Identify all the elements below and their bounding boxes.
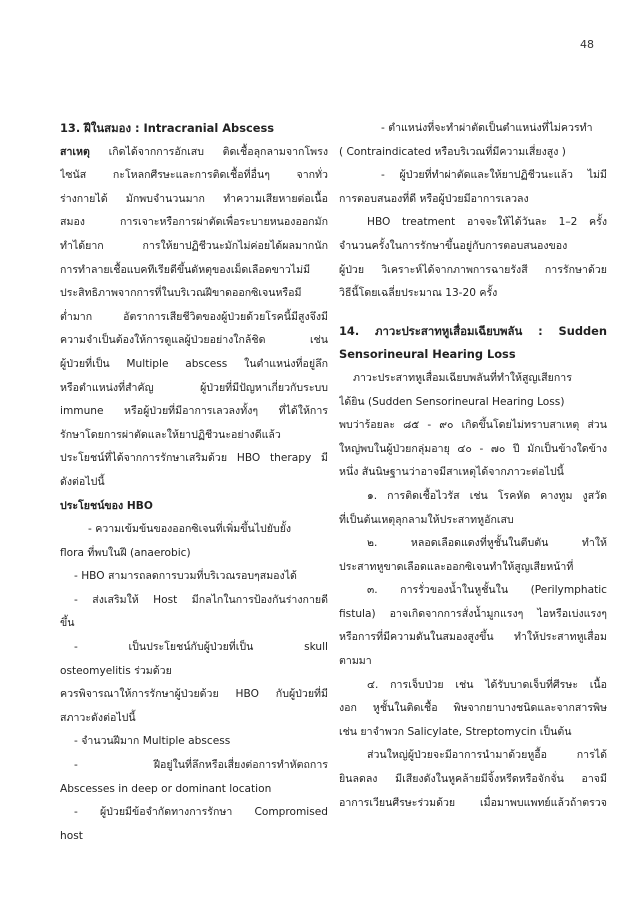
body-line: ได้ยิน (Sudden Sensorineural Hearing Loss) <box>339 395 565 408</box>
cause-line-1 <box>60 141 328 165</box>
body-line: อาการเวียนศีรษะร่วมด้วย เมื่อมาพบแพทย์แล้วถ้าตรวจ <box>339 796 607 809</box>
body-line: ความจำเป็นต้องให้การดูแลผู้ป่วยอย่างใกล้ชิด เช่น <box>60 334 328 347</box>
cause-item-cont: เช่น ยาจำพวก Salicylate, Streptomycin เป็นต้น <box>339 725 572 738</box>
consider-line: สภาวะดังต่อไปนี้ <box>60 711 136 724</box>
body-line: ใหญ่พบในผู้ป่วยกลุ่มอายุ ๔๐ - ๗๐ ปี มักเป็นข้างใดข้าง <box>339 442 607 455</box>
body-line: ไซนัส กะโหลกศีรษะและการติดเชื้อที่อื่นๆ จากทั่ว <box>60 169 328 182</box>
condition-item: - ผู้ป่วยที่ทำผ่าตัดและให้ยาปฏิชีวนะแล้ว ไม่มี <box>381 169 607 182</box>
left-column <box>60 117 328 848</box>
right-column <box>339 117 607 815</box>
condition-item-cont: การตอบสนองที่ดี หรือผู้ป่วยมีอาการเลวลง <box>339 192 529 205</box>
benefit-item: - ความเข้มข้นของออกซิเจนที่เพิ่มขึ้นไปยับยั้ง <box>88 523 292 536</box>
body-line: ประโยชน์ที่ได้จากการรักษาเสริมด้วย HBO therapy มี <box>60 452 328 465</box>
cause-label: สาเหตุ <box>60 145 90 158</box>
treatment-line: จำนวนครั้งในการรักษาขึ้นอยู่กับการตอบสนองของ <box>339 239 568 252</box>
page-number: 48 <box>580 38 594 51</box>
section-13-heading: 13. ฝีในสมอง : Intracranial Abscess <box>60 121 275 135</box>
body-line: การทำลายเชื้อแบคทีเรียดีขึ้นดัหตุของเม็ดเลือดขาวไม่มี <box>60 263 311 276</box>
condition-item: - ตำแหน่งที่จะทำผ่าตัดเป็นตำแหน่งที่ไม่ควรทำ <box>381 122 593 134</box>
condition-item: - จำนวนฝีมาก Multiple abscess <box>74 735 231 748</box>
section-gap <box>339 306 607 320</box>
consider-line: ควรพิจารณาให้การรักษาผู้ป่วยด้วย HBO กับผู้ป่วยที่มี <box>60 688 328 701</box>
treatment-line: HBO treatment อาจจะให้ได้วันละ 1–2 ครั้ง <box>367 216 607 229</box>
benefit-item: - HBO สามารถลดการบวมที่บริเวณรอบๆสมองได้ <box>74 570 297 583</box>
body-line: ยินลดลง มีเสียงดังในหูคล้ายมีจิ้งหรีดหรือจักจั่น อาจมี <box>339 773 607 786</box>
condition-item-cont: host <box>60 829 83 842</box>
treatment-line: วิธีนี้โดยเฉลี่ยประมาณ 13-20 ครั้ง <box>339 287 498 300</box>
section-14-heading: 14. ภาวะประสาทหูเสื่อมเฉียบพลัน : Sudden <box>339 323 607 338</box>
cause-item-cont: หรือการที่มีความดันในสมองสูงขึ้น ทำให้ประสาทหูเสื่อม <box>339 631 607 644</box>
body-line: ผู้ป่วยที่เป็น Multiple abscess ในตำแหน่งที่อยู่ลึก <box>60 357 328 370</box>
cause-item-cont: fistula) อาจเกิดจากการสั่งน้ำมูกแรงๆ ไอหรือเบ่งแรงๆ <box>339 607 607 620</box>
benefit-item-cont: flora ที่พบในฝี (anaerobic) <box>60 546 191 559</box>
condition-item-cont: Abscesses in deep or dominant location <box>60 782 272 795</box>
condition-item: - ผู้ป่วยมีข้อจำกัดทางการรักษา Compromised <box>74 806 328 819</box>
cause-item: ๓. การรั่วของน้ำในหูชั้นใน (Perilymphatic <box>367 584 607 597</box>
condition-item: - ฝีอยู่ในที่ลึกหรือเสี่ยงต่อการทำหัตถการ <box>74 759 328 772</box>
body-line: รักษาโดยการผ่าตัดและให้ยาปฏิชีวนะอย่างดีแล้ว <box>60 428 281 441</box>
body-line: หนึ่ง สันนิษฐานว่าอาจมีสาเหตุได้จากภาวะต่อไปนี้ <box>339 466 564 479</box>
benefit-heading: ประโยชน์ของ HBO <box>60 499 153 512</box>
body-line: ภาวะประสาทหูเสื่อมเฉียบพลันที่ทำให้สูญเสียการ <box>353 371 572 384</box>
cause-item: ๑. การติดเชื้อไวรัส เช่น โรคหัด คางทูม งูสวัด <box>367 489 607 502</box>
cause-item-cont: ที่เป็นต้นเหตุลุกลามให้ประสาทหูอักเสบ <box>339 513 514 526</box>
condition-item-cont: ( Contraindicated หรือบริเวณที่มีความเสี่ยงสูง ) <box>339 145 566 158</box>
body-text: เกิดได้จากการอักเสบ ติดเชื้อลุกลามจากโพรง <box>108 145 328 158</box>
benefit-item: - เป็นประโยชน์กับผู้ป่วยที่เป็น skull <box>74 641 328 654</box>
body-line: สมอง การเจาะหรือการผ่าตัดเพื่อระบายหนองออกมัก <box>60 216 328 229</box>
body-line: ส่วนใหญ่ผู้ป่วยจะมีอาการนำมาด้วยหูอื้อ การได้ <box>367 749 607 762</box>
body-line: ดังต่อไปนี้ <box>60 475 105 488</box>
cause-item: ๒. หลอดเลือดแดงที่หูชั้นในตีบตัน ทำให้ <box>367 537 607 550</box>
benefit-item: - ส่งเสริมให้ Host มีกลไกในการป้องกันร่างกายดี <box>74 593 328 606</box>
cause-item-cont: งอก หูชั้นในติดเชื้อ พิษจากยาบางชนิดและจากสารพิษ <box>339 702 607 715</box>
section-14-heading-cont: Sensorineural Hearing Loss <box>339 347 516 362</box>
body-line: ทำได้ยาก การให้ยาปฏิชีวนะมักไม่ค่อยได้ผลมากนัก <box>60 239 328 252</box>
body-line: ประสิทธิภาพจากการที่ในบริเวณฝีขาดออกซิเจนหรือมี <box>60 287 302 300</box>
cause-item-cont: ตามมา <box>339 655 372 668</box>
benefit-item-cont: ขึ้น <box>60 617 75 630</box>
cause-item-cont: ประสาทหูขาดเลือดและออกซิเจนทำให้สูญเสียหน้าที่ <box>339 560 574 573</box>
body-line: พบว่าร้อยละ ๘๕ - ๙๐ เกิดขึ้นโดยไม่ทราบสาเหตุ ส่วน <box>339 419 607 432</box>
treatment-line: ผู้ป่วย วิเคราะห์ได้จากภาพการฉายรังสี การรักษาด้วย <box>339 263 607 276</box>
body-line: immune หรือผู้ป่วยที่มีอาการเลวลงทั้งๆ ที่ได้ให้การ <box>60 405 328 418</box>
body-line: ต่ำมาก อัตราการเสียชีวิตของผู้ป่วยด้วยโรคนี้มีสูงจึงมี <box>60 310 328 323</box>
benefit-item-cont: osteomyelitis ร่วมด้วย <box>60 664 172 677</box>
body-line: ร่างกายได้ มักพบจำนวนมาก ทำความเสียหายต่อเนื้อ <box>60 192 328 205</box>
cause-item: ๔. การเจ็บป่วย เช่น ได้รับบาดเจ็บที่ศีรษะ เนื้อ <box>367 678 607 691</box>
body-line: หรือตำแหน่งที่สำคัญ ผู้ป่วยที่มีปัญหาเกี่ยวกับระบบ <box>60 381 328 394</box>
